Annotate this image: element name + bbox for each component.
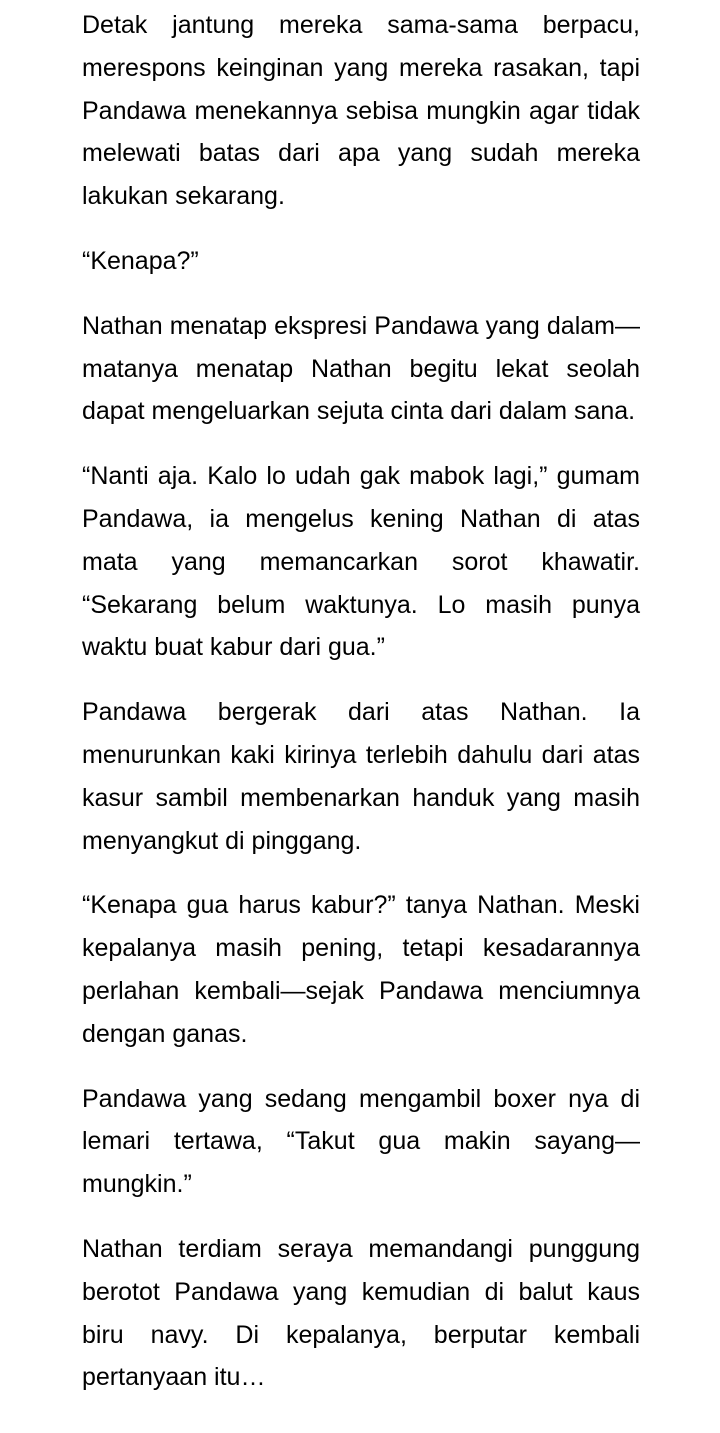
paragraph: “Nanti aja. Kalo lo udah gak mabok lagi,” gumam Pandawa, ia mengelus kening Nathan di atas mata yang memancarkan sorot khawatir. “Sekarang belum waktunya. Lo masih punya waktu buat kabur dari gua.” [82, 462, 640, 662]
paragraph: Nathan terdiam seraya memandangi punggung berotot Pandawa yang kemudian di balut kaus biru navy. Di kepalanya, berputar kembali pertanyaan itu… [82, 1234, 640, 1392]
paragraph: Pandawa bergerak dari atas Nathan. Ia menurunkan kaki kirinya terlebih dahulu dari atas kasur sambil membenarkan handuk yang masih menyangkut di pinggang. [82, 698, 640, 855]
document-body [82, 0, 640, 1399]
paragraph: Nathan menatap ekspresi Pandawa yang dalam—matanya menatap Nathan begitu lekat seolah dapat mengeluarkan sejuta cinta dari dalam sana. [82, 311, 640, 426]
paragraph: “Kenapa gua harus kabur?” tanya Nathan. Meski kepalanya masih pening, tetapi kesadarannya perlahan kembali—sejak Pandawa menciumnya dengan ganas. [82, 891, 640, 1048]
paragraph: “Kenapa?” [82, 246, 199, 275]
paragraph: Detak jantung mereka sama-sama berpacu, merespons keinginan yang mereka rasakan, tapi Pandawa menekannya sebisa mungkin agar tidak melewati batas dari apa yang sudah mereka lakukan sekarang. [82, 11, 640, 211]
paragraph: Pandawa yang sedang mengambil boxer nya di lemari tertawa, “Takut gua makin sayang—mungkin.” [82, 1084, 640, 1199]
